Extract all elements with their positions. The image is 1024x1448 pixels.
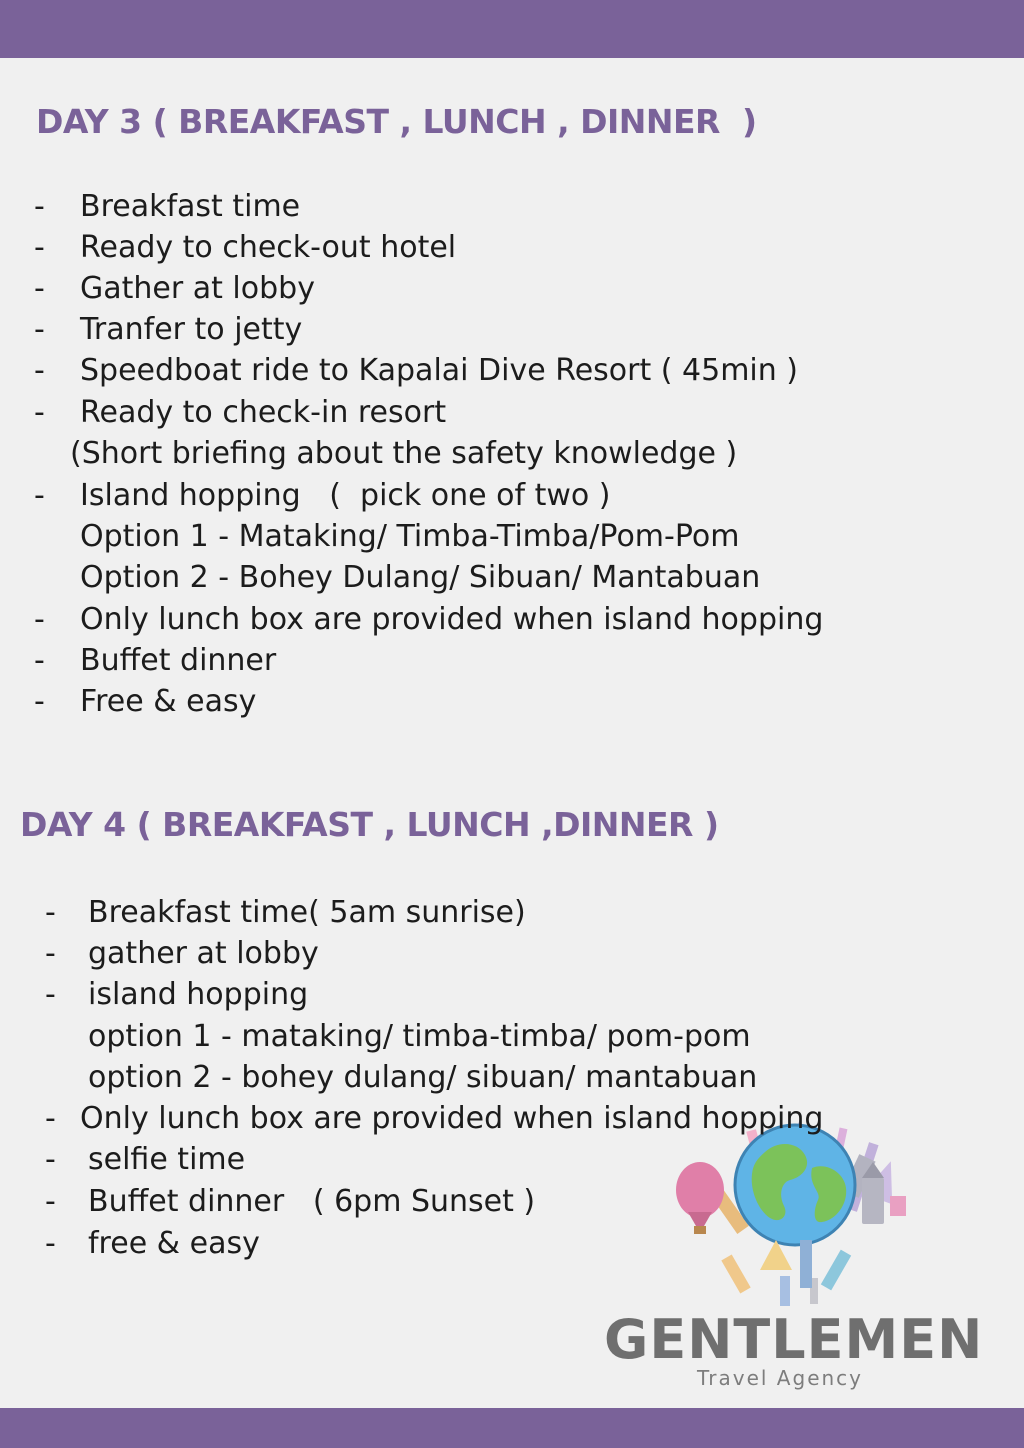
bullet-dash: -	[34, 684, 45, 719]
bullet-dash: -	[45, 1184, 56, 1219]
day4-item: selfie time	[88, 1142, 246, 1177]
bullet-dash: -	[34, 478, 45, 513]
top-banner	[0, 0, 1024, 58]
bullet-dash: -	[45, 895, 56, 930]
day3-option: Option 2 - Bohey Dulang/ Sibuan/ Mantabuan	[80, 560, 761, 595]
bullet-dash: -	[45, 977, 56, 1012]
day3-item: Only lunch box are provided when island hopping	[80, 602, 824, 637]
day3-item: Free & easy	[80, 684, 257, 719]
day4-heading: DAY 4 ( BREAKFAST , LUNCH ,DINNER )	[20, 805, 719, 844]
day3-option: Option 1 - Mataking/ Timba-Timba/Pom-Pom	[80, 519, 740, 554]
bottom-banner	[0, 1408, 1024, 1448]
day3-item-note: (Short briefing about the safety knowledge )	[70, 436, 738, 471]
day4-item: Breakfast time( 5am sunrise)	[88, 895, 526, 930]
bullet-dash: -	[45, 936, 56, 971]
bullet-dash: -	[45, 1226, 56, 1261]
bullet-dash: -	[34, 395, 45, 430]
day3-item: Gather at lobby	[80, 271, 315, 306]
bullet-dash: -	[34, 643, 45, 678]
day4-item: Buffet dinner ( 6pm Sunset )	[88, 1184, 536, 1219]
day4-option: option 2 - bohey dulang/ sibuan/ mantabuan	[88, 1060, 758, 1095]
day3-item: Ready to check-in resort	[80, 395, 447, 430]
day3-item: Breakfast time	[80, 189, 301, 224]
day3-heading: DAY 3 ( BREAKFAST , LUNCH , DINNER )	[36, 102, 757, 141]
day3-item: Tranfer to jetty	[80, 312, 303, 347]
bullet-dash: -	[34, 353, 45, 388]
logo-tagline: Travel Agency	[697, 1366, 863, 1390]
bullet-dash: -	[34, 602, 45, 637]
bullet-dash: -	[45, 1101, 56, 1136]
bullet-dash: -	[34, 230, 45, 265]
day3-item: Speedboat ride to Kapalai Dive Resort ( 45min )	[80, 353, 799, 388]
bullet-dash: -	[34, 312, 45, 347]
day4-item: free & easy	[88, 1226, 260, 1261]
day4-item: Only lunch box are provided when island hopping	[80, 1101, 824, 1136]
day3-item: Buffet dinner	[80, 643, 277, 678]
logo-name: GENTLEMEN	[604, 1308, 984, 1371]
day4-option: option 1 - mataking/ timba-timba/ pom-pom	[88, 1019, 751, 1054]
day4-item: island hopping	[88, 977, 309, 1012]
bullet-dash: -	[34, 271, 45, 306]
day4-item: gather at lobby	[88, 936, 319, 971]
bullet-dash: -	[34, 189, 45, 224]
day3-item: Island hopping ( pick one of two )	[80, 478, 611, 513]
day3-item: Ready to check-out hotel	[80, 230, 457, 265]
bullet-dash: -	[45, 1142, 56, 1177]
